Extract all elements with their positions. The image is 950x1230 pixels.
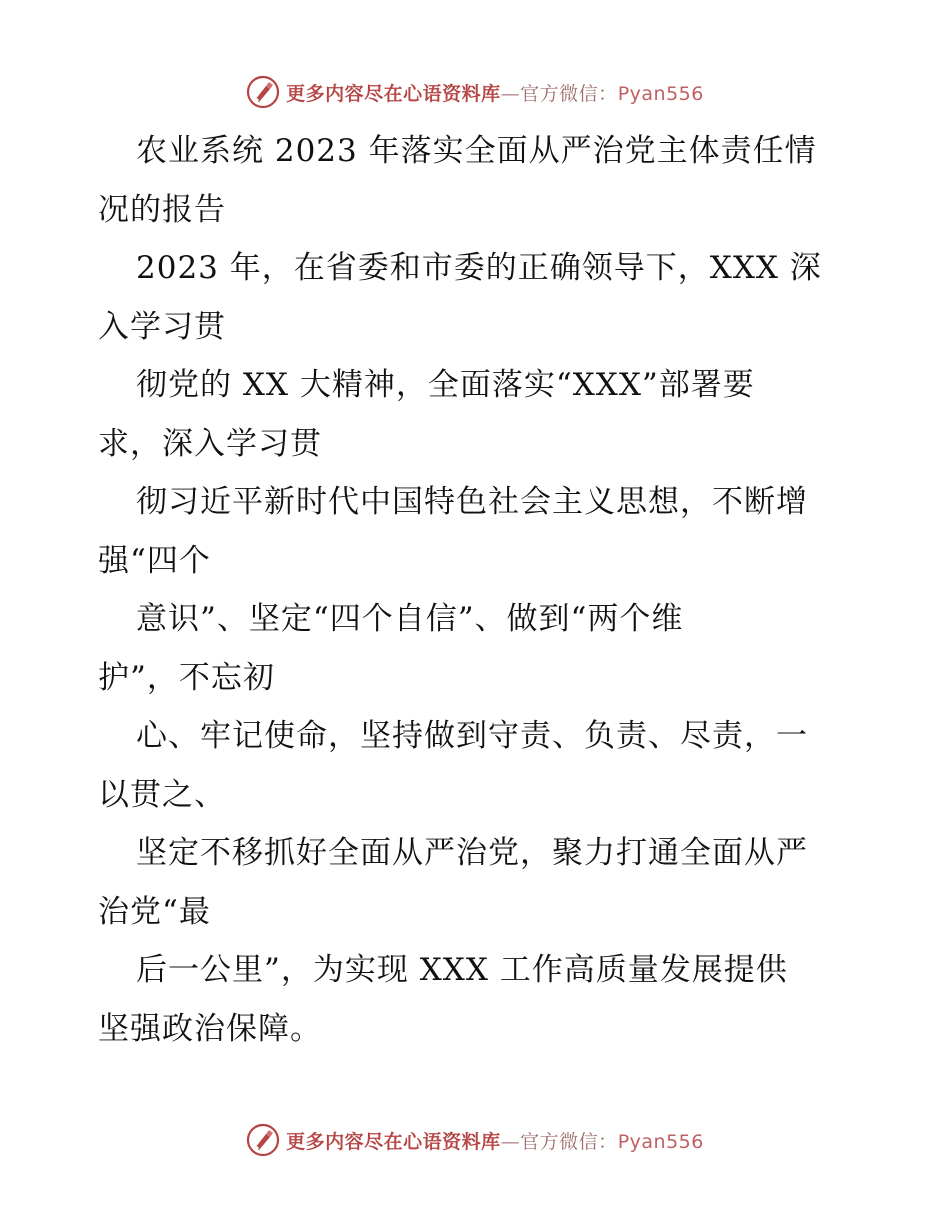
- paragraph-line: 彻党的 XX 大精神，全面落实“XXX”部署要: [136, 367, 755, 403]
- title-line-1: 农业系统 2023 年落实全面从严治党主体责任情: [136, 133, 817, 169]
- watermark-account: Pyan556: [617, 82, 704, 105]
- fountain-pen-logo-icon: [246, 75, 280, 109]
- watermark-label: 官方微信：: [520, 82, 618, 105]
- paragraph-line: 彻习近平新时代中国特色社会主义思想，不断增: [136, 484, 808, 520]
- paragraph-line: 以贯之、: [98, 776, 226, 813]
- paragraph-line: 治党“最: [98, 893, 211, 930]
- watermark-separator: —: [500, 82, 521, 105]
- title-line-2: 况的报告: [98, 191, 226, 228]
- watermark-account: Pyan556: [617, 1130, 704, 1153]
- paragraph-line: 意识”、坚定“四个自信”、做到“两个维: [136, 601, 684, 637]
- paragraph-line: 护”，不忘初: [98, 659, 275, 696]
- watermark-separator: —: [500, 1130, 521, 1153]
- header-watermark: [0, 72, 950, 112]
- watermark-brand: 更多内容尽在心语资料库: [286, 82, 501, 105]
- fountain-pen-logo-icon: [246, 1123, 280, 1157]
- paragraph-line: 坚强政治保障。: [98, 1010, 322, 1047]
- watermark-text: [286, 1127, 704, 1154]
- paragraph-line: 坚定不移抓好全面从严治党，聚力打通全面从严: [136, 835, 808, 871]
- footer-watermark: [0, 1120, 950, 1160]
- paragraph-line: 强“四个: [98, 542, 211, 579]
- watermark-text: [286, 79, 704, 106]
- paragraph-line: 后一公里”，为实现 XXX 工作高质量发展提供: [136, 952, 788, 988]
- document-body: [98, 122, 858, 1058]
- paragraph-line: 2023 年，在省委和市委的正确领导下，XXX 深: [136, 250, 822, 286]
- watermark-label: 官方微信：: [520, 1130, 618, 1153]
- paragraph-line: 入学习贯: [98, 308, 226, 345]
- paragraph-line: 求，深入学习贯: [98, 425, 322, 462]
- watermark-brand: 更多内容尽在心语资料库: [286, 1130, 501, 1153]
- paragraph-line: 心、牢记使命，坚持做到守责、负责、尽责，一: [136, 718, 808, 754]
